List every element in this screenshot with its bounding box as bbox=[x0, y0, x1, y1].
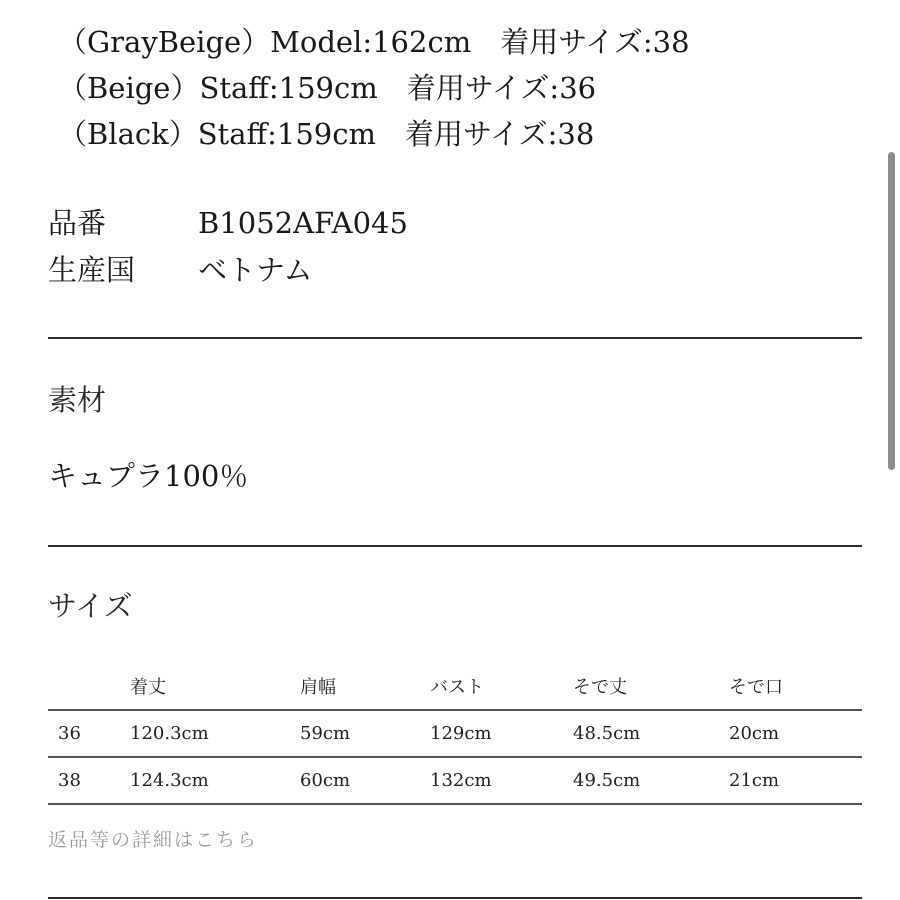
table-cell: 59cm bbox=[300, 723, 351, 744]
scrollbar-thumb[interactable] bbox=[888, 152, 895, 470]
country-value: ベトナム bbox=[198, 253, 313, 287]
table-cell: 60cm bbox=[300, 770, 351, 791]
column-header: そで口 bbox=[729, 677, 783, 698]
model-info-graybeige: （GrayBeige）Model:162cm 着用サイズ:38 bbox=[58, 25, 690, 59]
section-divider bbox=[48, 545, 862, 547]
model-info-beige: （Beige）Staff:159cm 着用サイズ:36 bbox=[58, 71, 597, 105]
material-text: キュプラ100％ bbox=[48, 459, 249, 493]
spec-label: 生産国 bbox=[48, 253, 136, 287]
column-header: そで丈 bbox=[573, 677, 627, 698]
section-divider bbox=[48, 337, 862, 339]
table-cell: 20cm bbox=[729, 723, 780, 744]
material-heading: 素材 bbox=[48, 383, 107, 417]
table-cell: 129cm bbox=[430, 723, 492, 744]
size-cell: 36 bbox=[58, 723, 81, 744]
returns-details-link[interactable]: 返品等の詳細はこちら bbox=[48, 829, 259, 851]
product-number-value: B1052AFA045 bbox=[198, 206, 408, 240]
table-row bbox=[48, 710, 862, 757]
column-header: バスト bbox=[430, 677, 484, 698]
size-cell: 38 bbox=[58, 770, 81, 791]
model-info-black: （Black）Staff:159cm 着用サイズ:38 bbox=[58, 117, 595, 151]
size-heading: サイズ bbox=[48, 589, 133, 623]
table-cell: 21cm bbox=[729, 770, 780, 791]
size-table bbox=[48, 666, 862, 804]
size-table-header bbox=[48, 666, 862, 710]
table-row bbox=[48, 757, 862, 804]
table-cell: 49.5cm bbox=[573, 770, 641, 791]
table-cell: 48.5cm bbox=[573, 723, 641, 744]
table-divider bbox=[48, 803, 862, 805]
section-divider bbox=[48, 897, 862, 899]
table-cell: 120.3cm bbox=[130, 723, 209, 744]
column-header: 肩幅 bbox=[300, 677, 336, 698]
spec-label: 品番 bbox=[48, 206, 107, 240]
table-cell: 132cm bbox=[430, 770, 492, 791]
table-cell: 124.3cm bbox=[130, 770, 209, 791]
column-header: 着丈 bbox=[130, 677, 166, 698]
